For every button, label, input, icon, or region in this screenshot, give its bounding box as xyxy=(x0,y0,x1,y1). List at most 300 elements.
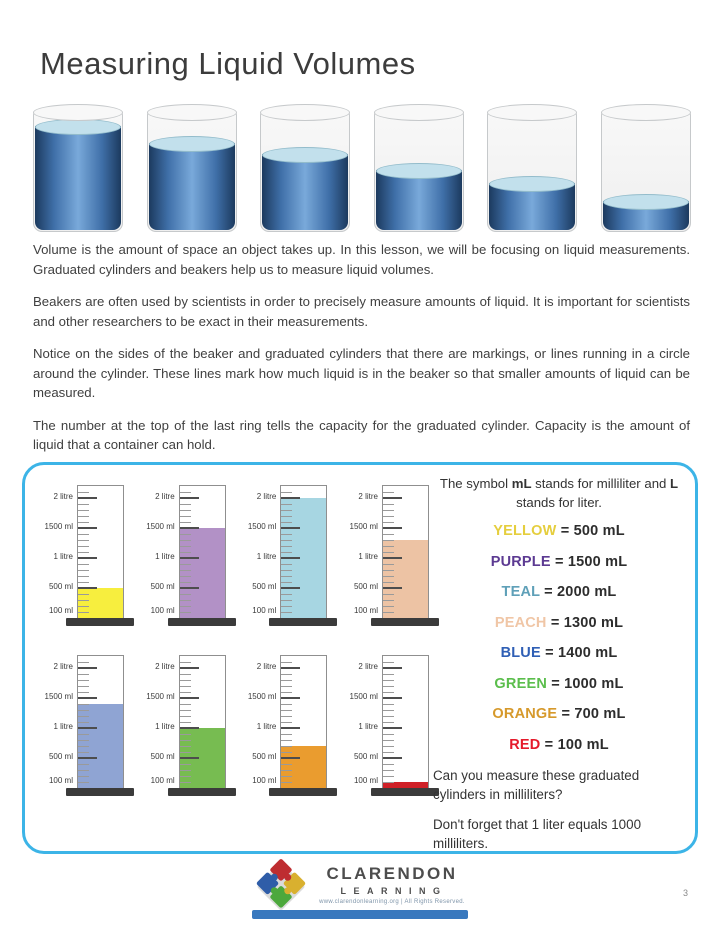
tick-mark xyxy=(78,680,89,681)
scale-label: 1500 ml xyxy=(146,692,175,701)
cylinder-labels xyxy=(141,485,177,617)
cylinder-body xyxy=(382,485,429,619)
tick-mark xyxy=(383,727,402,729)
symbol-note-part1: The symbol xyxy=(439,476,512,491)
cylinder-labels xyxy=(344,655,380,787)
tick-mark xyxy=(383,510,394,511)
cylinder-body xyxy=(280,485,327,619)
tick-mark xyxy=(180,710,191,711)
tick-mark xyxy=(78,594,89,595)
tick-mark xyxy=(281,582,292,583)
tick-mark xyxy=(281,704,292,705)
scale-label: 100 ml xyxy=(353,606,378,615)
tick-mark xyxy=(281,667,300,669)
tick-mark xyxy=(180,527,199,529)
scale-label: 2 litre xyxy=(358,492,378,501)
tick-mark xyxy=(281,686,292,687)
tick-mark xyxy=(78,697,97,699)
tick-mark xyxy=(180,667,199,669)
tick-mark xyxy=(281,764,292,765)
liquid-surface xyxy=(149,136,235,152)
legend-entry xyxy=(433,645,685,661)
legend-value: = 500 mL xyxy=(556,523,625,540)
tick-mark xyxy=(180,576,191,577)
scale-label: 1 litre xyxy=(358,552,378,561)
tick-mark xyxy=(281,727,300,729)
cylinder-labels xyxy=(141,655,177,787)
cylinder-base xyxy=(371,788,439,796)
symbol-note-part3: stands for liter. xyxy=(516,494,602,510)
tick-mark xyxy=(383,662,394,663)
tick-mark xyxy=(78,716,89,717)
legend-color-name: TEAL xyxy=(501,584,540,601)
tick-mark xyxy=(78,516,89,517)
scale-label: 2 litre xyxy=(155,492,175,501)
tick-mark xyxy=(281,680,292,681)
beaker-liquid xyxy=(262,154,348,230)
tick-mark xyxy=(281,570,292,571)
tick-mark xyxy=(180,776,191,777)
paragraph-1: Volume is the amount of space an object takes up. In this lesson, we will be focusing on liquid measurements. Graduated cylinders and beakers help us to measure liquid volumes. xyxy=(33,242,690,277)
tick-mark xyxy=(281,527,300,529)
scale-label: 100 ml xyxy=(353,776,378,785)
tick-mark xyxy=(180,746,191,747)
tick-mark xyxy=(281,510,292,511)
tick-mark xyxy=(383,540,394,541)
scale-label: 1500 ml xyxy=(146,522,175,531)
graduated-cylinder xyxy=(39,655,134,797)
tick-mark xyxy=(281,734,292,735)
scale-label: 1500 ml xyxy=(44,522,73,531)
tick-mark xyxy=(78,710,89,711)
scale-label: 100 ml xyxy=(252,776,277,785)
lesson-paragraphs xyxy=(33,240,690,468)
scale-label: 2 litre xyxy=(155,662,175,671)
symbol-note-part2: stands for milliliter and xyxy=(531,476,671,491)
tick-mark xyxy=(383,710,394,711)
graduated-cylinder xyxy=(242,485,337,627)
tick-mark xyxy=(180,606,191,607)
beaker-row xyxy=(33,104,691,234)
tick-mark xyxy=(78,704,89,705)
scale-label: 100 ml xyxy=(150,606,175,615)
tick-mark xyxy=(180,497,199,499)
tick-mark xyxy=(383,680,394,681)
tick-mark xyxy=(383,527,402,529)
scale-label: 1500 ml xyxy=(247,692,277,701)
tick-mark xyxy=(78,497,97,499)
scale-label: 2 litre xyxy=(53,662,73,671)
paragraph-3: Notice on the sides of the beaker and graduated cylinders that there are markings, or lines running in a circle around the cylinder. These lines mark how much liquid is in the beaker so that smaller amounts of liquid can be measured. xyxy=(33,346,690,400)
tick-mark xyxy=(383,576,394,577)
tick-mark xyxy=(281,757,300,759)
liquid-surface xyxy=(35,119,121,135)
tick-mark xyxy=(180,722,191,723)
tick-mark xyxy=(78,564,89,565)
legend-entry xyxy=(433,523,685,539)
tick-mark xyxy=(180,697,199,699)
tick-mark xyxy=(78,776,89,777)
tick-mark xyxy=(383,570,394,571)
cylinder-row-2 xyxy=(39,655,439,797)
graduated-cylinder xyxy=(141,485,236,627)
tick-mark xyxy=(383,686,394,687)
tick-mark xyxy=(78,534,89,535)
tick-mark xyxy=(281,770,292,771)
cylinder-fill xyxy=(78,588,123,618)
cylinder-base xyxy=(371,618,439,626)
scale-label: 1500 ml xyxy=(247,522,277,531)
scale-label: 500 ml xyxy=(150,752,175,761)
tick-mark xyxy=(383,606,394,607)
liquid-surface xyxy=(376,163,462,179)
graduated-cylinder-box xyxy=(22,462,698,854)
scale-label: 500 ml xyxy=(252,752,277,761)
tick-mark xyxy=(281,612,292,613)
cylinder-body xyxy=(280,655,327,789)
tick-mark xyxy=(180,704,191,705)
beaker-rim xyxy=(147,104,237,121)
legend-column xyxy=(433,475,685,854)
tick-mark xyxy=(78,770,89,771)
tick-mark xyxy=(180,510,191,511)
legend-value: = 100 mL xyxy=(540,736,609,753)
tick-mark xyxy=(180,686,191,687)
scale-label: 100 ml xyxy=(252,606,277,615)
beaker-rim xyxy=(33,104,123,121)
puzzle-logo-icon xyxy=(255,858,307,910)
tick-mark xyxy=(383,516,394,517)
tick-mark xyxy=(383,564,394,565)
scale-label: 1 litre xyxy=(256,722,277,731)
tick-mark xyxy=(383,534,394,535)
tick-mark xyxy=(281,492,292,493)
cylinder-base xyxy=(168,618,236,626)
tick-mark xyxy=(281,564,292,565)
tick-mark xyxy=(180,727,199,729)
beaker xyxy=(487,104,577,232)
scale-label: 1 litre xyxy=(53,722,73,731)
tick-mark xyxy=(180,612,191,613)
tick-mark xyxy=(383,752,394,753)
tick-mark xyxy=(383,582,394,583)
scale-label: 500 ml xyxy=(353,582,378,591)
brand-subtitle: LEARNING xyxy=(340,885,448,896)
tick-mark xyxy=(180,740,191,741)
tick-mark xyxy=(180,662,191,663)
legend-color-name: PEACH xyxy=(494,614,547,631)
graduated-cylinder xyxy=(242,655,337,797)
beaker xyxy=(260,104,350,232)
tick-mark xyxy=(383,612,394,613)
tick-mark xyxy=(180,600,191,601)
tick-mark xyxy=(78,510,89,511)
brand-tagline: www.clarendonlearning.org | All Rights Reserved. xyxy=(319,898,465,905)
tick-mark xyxy=(78,504,89,505)
scale-label: 1500 ml xyxy=(349,522,378,531)
scale-label: 100 ml xyxy=(48,606,73,615)
scale-label: 500 ml xyxy=(48,582,73,591)
tick-mark xyxy=(383,492,394,493)
tick-mark xyxy=(78,722,89,723)
legend-entry xyxy=(433,706,685,722)
tick-mark xyxy=(281,516,292,517)
tick-mark xyxy=(78,606,89,607)
beaker-rim xyxy=(601,104,691,121)
tick-mark xyxy=(281,776,292,777)
tick-mark xyxy=(281,546,292,547)
tick-mark xyxy=(281,600,292,601)
cylinder-labels xyxy=(344,485,380,617)
tick-mark xyxy=(78,570,89,571)
scale-label: 2 litre xyxy=(53,492,73,501)
logo-text xyxy=(319,864,465,905)
tick-mark xyxy=(78,492,89,493)
cylinder-labels xyxy=(242,655,278,787)
tick-mark xyxy=(383,770,394,771)
tick-mark xyxy=(78,782,89,783)
legend-entry xyxy=(433,615,685,631)
tick-mark xyxy=(78,527,97,529)
beaker-liquid xyxy=(603,201,689,230)
tick-mark xyxy=(383,522,394,523)
scale-label: 1500 ml xyxy=(349,692,378,701)
page-number: 3 xyxy=(682,888,688,898)
tick-mark xyxy=(383,587,402,589)
measure-question: Can you measure these graduated cylinders in milliliters? xyxy=(433,768,640,803)
tick-mark xyxy=(281,552,292,553)
tick-mark xyxy=(180,587,199,589)
liquid-surface xyxy=(262,147,348,163)
tick-mark xyxy=(281,534,292,535)
tick-mark xyxy=(78,662,89,663)
liquid-surface xyxy=(603,194,689,210)
tick-mark xyxy=(180,546,191,547)
legend-color-name: GREEN xyxy=(494,675,547,692)
tick-mark xyxy=(180,582,191,583)
legend-entry xyxy=(433,676,685,692)
tick-mark xyxy=(78,727,97,729)
tick-mark xyxy=(281,722,292,723)
beaker-liquid xyxy=(489,183,575,230)
tick-mark xyxy=(180,557,199,559)
legend-color-name: ORANGE xyxy=(492,706,558,723)
tick-mark xyxy=(180,564,191,565)
tick-mark xyxy=(383,740,394,741)
legend-color-name: RED xyxy=(509,736,541,753)
tick-mark xyxy=(281,576,292,577)
tick-mark xyxy=(78,686,89,687)
cylinder-labels xyxy=(39,655,75,787)
scale-label: 1 litre xyxy=(155,722,175,731)
tick-mark xyxy=(383,692,394,693)
tick-mark xyxy=(180,570,191,571)
symbol-note-ml: mL xyxy=(511,476,532,491)
scale-label: 1 litre xyxy=(155,552,175,561)
tick-mark xyxy=(180,540,191,541)
cylinder-base xyxy=(168,788,236,796)
cylinder-base xyxy=(269,788,337,796)
tick-mark xyxy=(281,692,292,693)
liter-reminder: Don't forget that 1 liter equals 1000 milliliters. xyxy=(433,817,642,851)
brand-name: CLARENDON xyxy=(326,863,458,883)
legend-list xyxy=(433,523,685,753)
tick-mark xyxy=(383,716,394,717)
cylinder-body xyxy=(77,655,124,789)
tick-mark xyxy=(281,746,292,747)
beaker xyxy=(601,104,691,232)
tick-mark xyxy=(78,557,97,559)
tick-mark xyxy=(383,722,394,723)
tick-mark xyxy=(383,600,394,601)
legend-value: = 1400 mL xyxy=(540,645,618,662)
legend-value: = 700 mL xyxy=(557,706,626,723)
tick-mark xyxy=(383,552,394,553)
cylinder-body xyxy=(382,655,429,789)
scale-label: 1 litre xyxy=(358,722,378,731)
tick-mark xyxy=(78,746,89,747)
tick-mark xyxy=(78,752,89,753)
tick-mark xyxy=(78,674,89,675)
legend-color-name: PURPLE xyxy=(490,553,551,570)
tick-mark xyxy=(180,492,191,493)
tick-mark xyxy=(180,752,191,753)
tick-mark xyxy=(383,764,394,765)
scale-label: 1500 ml xyxy=(44,692,73,701)
legend-entry xyxy=(433,554,685,570)
graduated-cylinder xyxy=(141,655,236,797)
tick-mark xyxy=(180,764,191,765)
beaker-rim xyxy=(374,104,464,121)
tick-mark xyxy=(383,594,394,595)
scale-label: 500 ml xyxy=(353,752,378,761)
tick-mark xyxy=(281,594,292,595)
beaker-rim xyxy=(487,104,577,121)
tick-mark xyxy=(180,674,191,675)
tick-mark xyxy=(78,552,89,553)
tick-mark xyxy=(383,504,394,505)
tick-mark xyxy=(281,674,292,675)
tick-mark xyxy=(281,504,292,505)
tick-mark xyxy=(180,594,191,595)
cylinder-body xyxy=(77,485,124,619)
tick-mark xyxy=(281,606,292,607)
scale-label: 500 ml xyxy=(150,582,175,591)
tick-mark xyxy=(281,587,300,589)
scale-label: 500 ml xyxy=(48,752,73,761)
tick-mark xyxy=(383,734,394,735)
tick-mark xyxy=(78,692,89,693)
cylinder-base xyxy=(66,618,134,626)
beaker-liquid xyxy=(149,143,235,230)
tick-mark xyxy=(78,546,89,547)
tick-mark xyxy=(383,557,402,559)
tick-mark xyxy=(78,600,89,601)
tick-mark xyxy=(180,782,191,783)
tick-mark xyxy=(180,757,199,759)
tick-mark xyxy=(180,516,191,517)
tick-mark xyxy=(383,546,394,547)
graduated-cylinder xyxy=(344,485,439,627)
tick-mark xyxy=(281,710,292,711)
cylinder-body xyxy=(179,655,226,789)
legend-entry xyxy=(433,584,685,600)
symbol-note xyxy=(433,475,685,512)
cylinder-fill xyxy=(180,528,225,618)
tick-mark xyxy=(78,667,97,669)
scale-label: 1 litre xyxy=(53,552,73,561)
cylinder-row-1 xyxy=(39,485,439,627)
beaker-liquid xyxy=(376,170,462,230)
graduated-cylinder xyxy=(39,485,134,627)
legend-value: = 1500 mL xyxy=(550,553,628,570)
legend-value: = 1000 mL xyxy=(547,675,624,692)
tick-mark xyxy=(78,582,89,583)
tick-mark xyxy=(78,522,89,523)
tick-mark xyxy=(281,716,292,717)
scale-label: 100 ml xyxy=(48,776,73,785)
page-title: Measuring Liquid Volumes xyxy=(40,46,416,81)
tick-mark xyxy=(281,662,292,663)
legend-value: = 2000 mL xyxy=(539,584,617,601)
legend-color-name: YELLOW xyxy=(493,523,557,540)
beaker xyxy=(147,104,237,232)
cylinder-grid xyxy=(39,485,439,825)
tick-mark xyxy=(383,782,394,783)
tick-mark xyxy=(383,704,394,705)
tick-mark xyxy=(281,497,300,499)
tick-mark xyxy=(281,752,292,753)
tick-mark xyxy=(180,734,191,735)
tick-mark xyxy=(78,540,89,541)
tick-mark xyxy=(180,770,191,771)
paragraph-4: The number at the top of the last ring tells the capacity for the graduated cylinder. Capacity is the amount of liquid that a container can hold. xyxy=(33,417,690,452)
clarendon-logo xyxy=(255,858,465,910)
scale-label: 1 litre xyxy=(256,552,277,561)
tick-mark xyxy=(383,697,402,699)
beaker-liquid xyxy=(35,126,121,230)
tick-mark xyxy=(383,667,402,669)
tick-mark xyxy=(281,697,300,699)
cylinder-body xyxy=(179,485,226,619)
legend-color-name: BLUE xyxy=(500,645,541,662)
footer-blue-bar xyxy=(252,910,468,919)
tick-mark xyxy=(180,680,191,681)
tick-mark xyxy=(78,757,97,759)
scale-label: 2 litre xyxy=(358,662,378,671)
symbol-note-l: L xyxy=(670,476,679,491)
cylinder-base xyxy=(66,788,134,796)
tick-mark xyxy=(281,540,292,541)
scale-label: 2 litre xyxy=(256,662,277,671)
tick-mark xyxy=(78,764,89,765)
tick-mark xyxy=(78,740,89,741)
legend-value: = 1300 mL xyxy=(546,614,624,631)
legend-entry xyxy=(433,737,685,753)
tick-mark xyxy=(281,782,292,783)
footer xyxy=(0,858,720,910)
beaker-rim xyxy=(260,104,350,121)
tick-mark xyxy=(281,740,292,741)
tick-mark xyxy=(383,746,394,747)
tick-mark xyxy=(78,612,89,613)
cylinder-base xyxy=(269,618,337,626)
tick-mark xyxy=(281,522,292,523)
tick-mark xyxy=(383,497,402,499)
liquid-surface xyxy=(489,176,575,192)
tick-mark xyxy=(383,757,402,759)
beaker xyxy=(33,104,123,232)
